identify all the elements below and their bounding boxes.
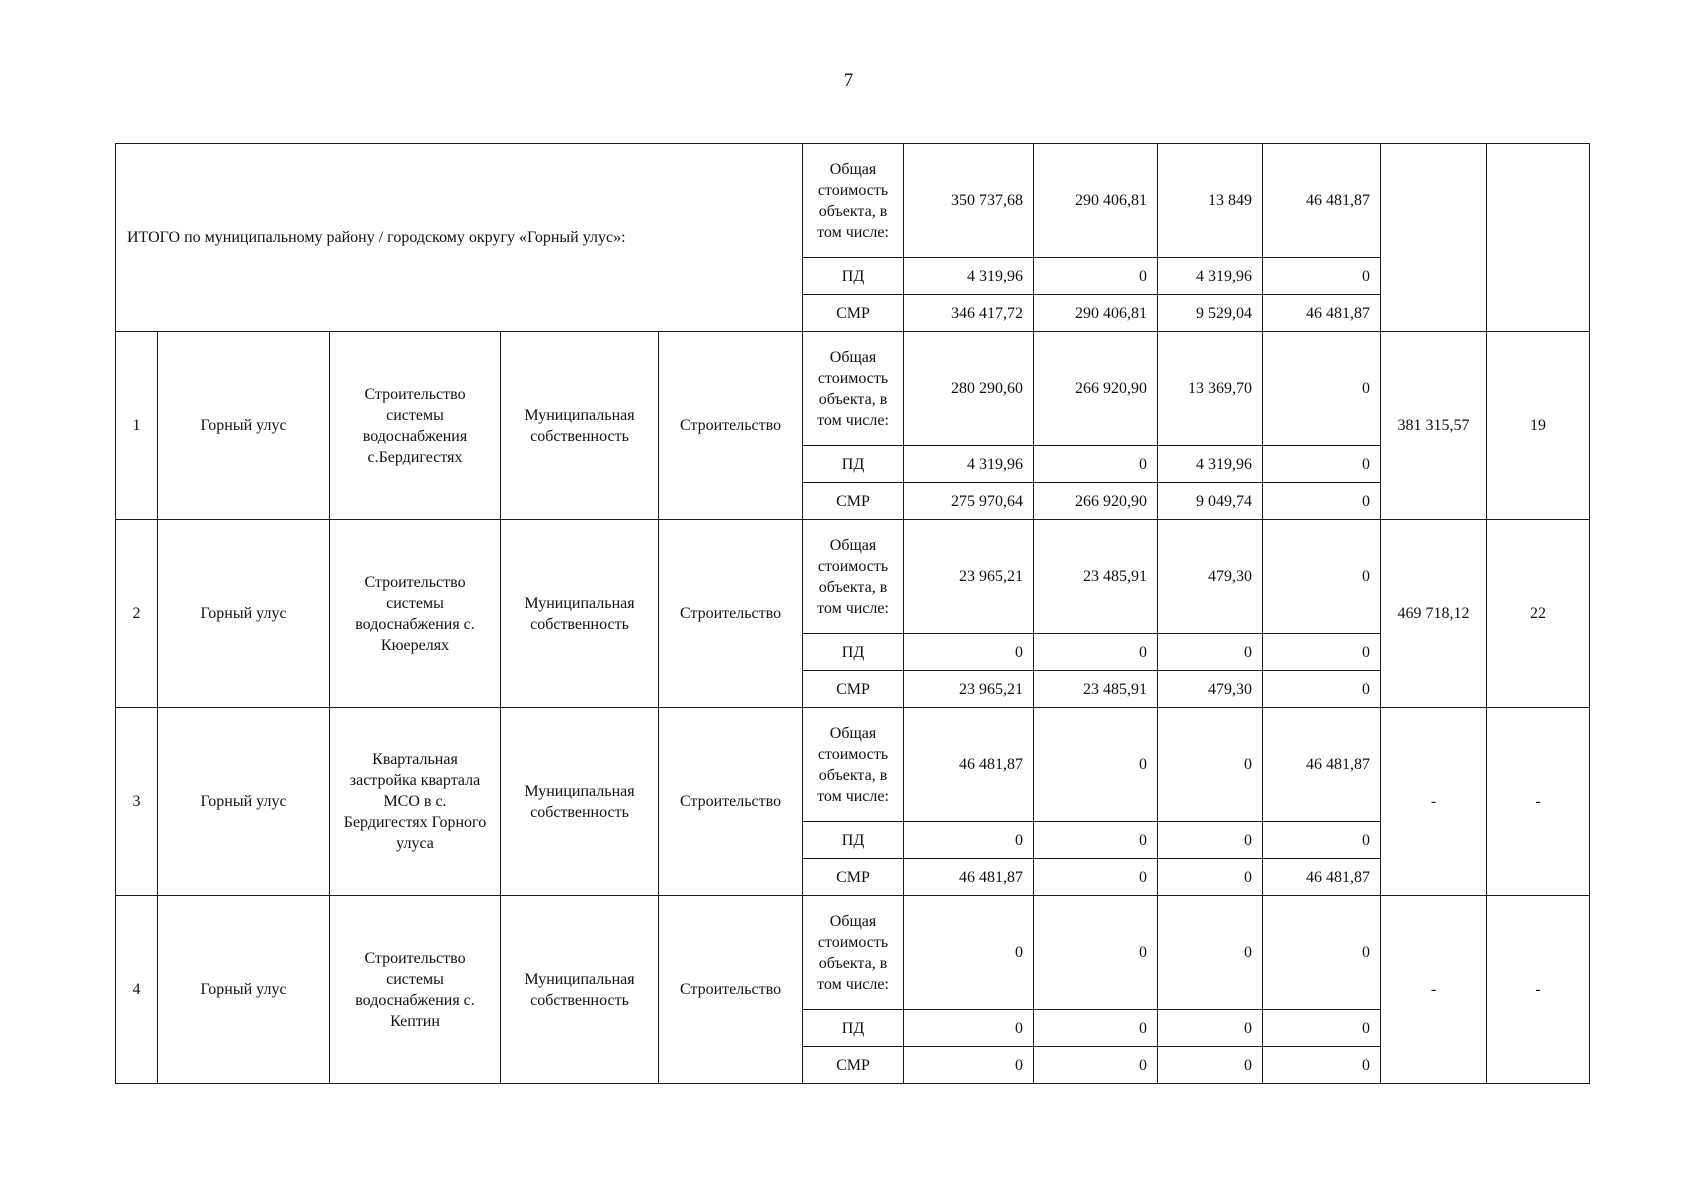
col11-cell: 381 315,57 [1381, 332, 1487, 520]
value-cell: 0 [1263, 446, 1381, 483]
cost-kind-cell: ПД [803, 258, 904, 295]
value-cell: 0 [1158, 708, 1263, 822]
value-cell: 9 049,74 [1158, 483, 1263, 520]
value-cell: 290 406,81 [1034, 295, 1158, 332]
object-number: 1 [116, 332, 158, 520]
value-cell: 350 737,68 [904, 144, 1034, 258]
object-number: 2 [116, 520, 158, 708]
value-cell: 479,30 [1158, 671, 1263, 708]
value-cell: 0 [1158, 1047, 1263, 1084]
object-name-cell: Квартальная застройка квартала МСО в с. Бердигестях Горного улуса [330, 708, 501, 896]
col12-cell: 22 [1487, 520, 1590, 708]
value-cell: 280 290,60 [904, 332, 1034, 446]
cost-kind-cell: СМР [803, 483, 904, 520]
value-cell: 46 481,87 [904, 859, 1034, 896]
value-cell: 290 406,81 [1034, 144, 1158, 258]
ownership-cell: Муниципальная собственность [501, 896, 659, 1084]
value-cell: 0 [1034, 822, 1158, 859]
work-type-cell: Строительство [659, 332, 803, 520]
district-cell: Горный улус [158, 332, 330, 520]
value-cell: 0 [1263, 896, 1381, 1010]
col12-cell: 19 [1487, 332, 1590, 520]
value-cell: 0 [1263, 258, 1381, 295]
value-cell: 0 [1158, 896, 1263, 1010]
col12-cell: - [1487, 708, 1590, 896]
value-cell: 4 319,96 [904, 258, 1034, 295]
object-number: 4 [116, 896, 158, 1084]
value-cell: 13 849 [1158, 144, 1263, 258]
total-col11-cell [1381, 144, 1487, 332]
value-cell: 4 319,96 [1158, 258, 1263, 295]
value-cell: 0 [904, 896, 1034, 1010]
total-label: ИТОГО по муниципальному району / городскому округу «Горный улус»: [116, 144, 803, 332]
value-cell: 0 [1263, 1047, 1381, 1084]
value-cell: 0 [1158, 1010, 1263, 1047]
value-cell: 23 485,91 [1034, 520, 1158, 634]
value-cell: 0 [1158, 822, 1263, 859]
ownership-cell: Муниципальная собственность [501, 708, 659, 896]
cost-kind-cell: СМР [803, 295, 904, 332]
value-cell: 266 920,90 [1034, 483, 1158, 520]
cost-kind-cell: Общая стоимость объекта, в том числе: [803, 896, 904, 1010]
value-cell: 0 [1034, 708, 1158, 822]
value-cell: 0 [1034, 1047, 1158, 1084]
cost-kind-cell: ПД [803, 446, 904, 483]
cost-kind-cell: Общая стоимость объекта, в том числе: [803, 144, 904, 258]
total-col12-cell [1487, 144, 1590, 332]
value-cell: 0 [1263, 634, 1381, 671]
value-cell: 266 920,90 [1034, 332, 1158, 446]
ownership-cell: Муниципальная собственность [501, 332, 659, 520]
value-cell: 0 [1034, 258, 1158, 295]
cost-kind-cell: СМР [803, 671, 904, 708]
value-cell: 0 [904, 822, 1034, 859]
value-cell: 275 970,64 [904, 483, 1034, 520]
value-cell: 0 [904, 634, 1034, 671]
object-number: 3 [116, 708, 158, 896]
district-cell: Горный улус [158, 708, 330, 896]
value-cell: 0 [1263, 671, 1381, 708]
cost-kind-cell: Общая стоимость объекта, в том числе: [803, 708, 904, 822]
value-cell: 0 [1158, 634, 1263, 671]
object-name-cell: Строительство системы водоснабжения с.Бердигестях [330, 332, 501, 520]
value-cell: 23 965,21 [904, 671, 1034, 708]
value-cell: 479,30 [1158, 520, 1263, 634]
value-cell: 0 [1263, 822, 1381, 859]
object-1-row-general [116, 332, 1590, 446]
value-cell: 46 481,87 [904, 708, 1034, 822]
value-cell: 0 [1158, 859, 1263, 896]
work-type-cell: Строительство [659, 520, 803, 708]
value-cell: 9 529,04 [1158, 295, 1263, 332]
value-cell: 23 485,91 [1034, 671, 1158, 708]
value-cell: 346 417,72 [904, 295, 1034, 332]
cost-kind-cell: ПД [803, 822, 904, 859]
value-cell: 0 [904, 1010, 1034, 1047]
value-cell: 0 [1263, 332, 1381, 446]
cost-kind-cell: СМР [803, 859, 904, 896]
district-cell: Горный улус [158, 896, 330, 1084]
value-cell: 46 481,87 [1263, 295, 1381, 332]
value-cell: 46 481,87 [1263, 708, 1381, 822]
value-cell: 0 [1263, 1010, 1381, 1047]
object-name-cell: Строительство системы водоснабжения с. Кюерелях [330, 520, 501, 708]
value-cell: 0 [1034, 446, 1158, 483]
value-cell: 0 [1034, 1010, 1158, 1047]
total-row-general [116, 144, 1590, 258]
cost-kind-cell: СМР [803, 1047, 904, 1084]
value-cell: 4 319,96 [1158, 446, 1263, 483]
investment-objects-table [115, 143, 1590, 1084]
col11-cell: - [1381, 896, 1487, 1084]
object-2-row-general [116, 520, 1590, 634]
value-cell: 0 [1034, 634, 1158, 671]
cost-kind-cell: ПД [803, 1010, 904, 1047]
col11-cell: 469 718,12 [1381, 520, 1487, 708]
work-type-cell: Строительство [659, 896, 803, 1084]
cost-kind-cell: Общая стоимость объекта, в том числе: [803, 332, 904, 446]
value-cell: 0 [904, 1047, 1034, 1084]
value-cell: 46 481,87 [1263, 144, 1381, 258]
col12-cell: - [1487, 896, 1590, 1084]
value-cell: 0 [1263, 483, 1381, 520]
ownership-cell: Муниципальная собственность [501, 520, 659, 708]
value-cell: 0 [1034, 896, 1158, 1010]
object-name-cell: Строительство системы водоснабжения с. Кептин [330, 896, 501, 1084]
object-4-row-general [116, 896, 1590, 1010]
value-cell: 0 [1034, 859, 1158, 896]
col11-cell: - [1381, 708, 1487, 896]
value-cell: 13 369,70 [1158, 332, 1263, 446]
district-cell: Горный улус [158, 520, 330, 708]
value-cell: 23 965,21 [904, 520, 1034, 634]
cost-kind-cell: Общая стоимость объекта, в том числе: [803, 520, 904, 634]
object-3-row-general [116, 708, 1590, 822]
page-number: 7 [843, 70, 854, 91]
cost-kind-cell: ПД [803, 634, 904, 671]
value-cell: 4 319,96 [904, 446, 1034, 483]
work-type-cell: Строительство [659, 708, 803, 896]
value-cell: 46 481,87 [1263, 859, 1381, 896]
value-cell: 0 [1263, 520, 1381, 634]
